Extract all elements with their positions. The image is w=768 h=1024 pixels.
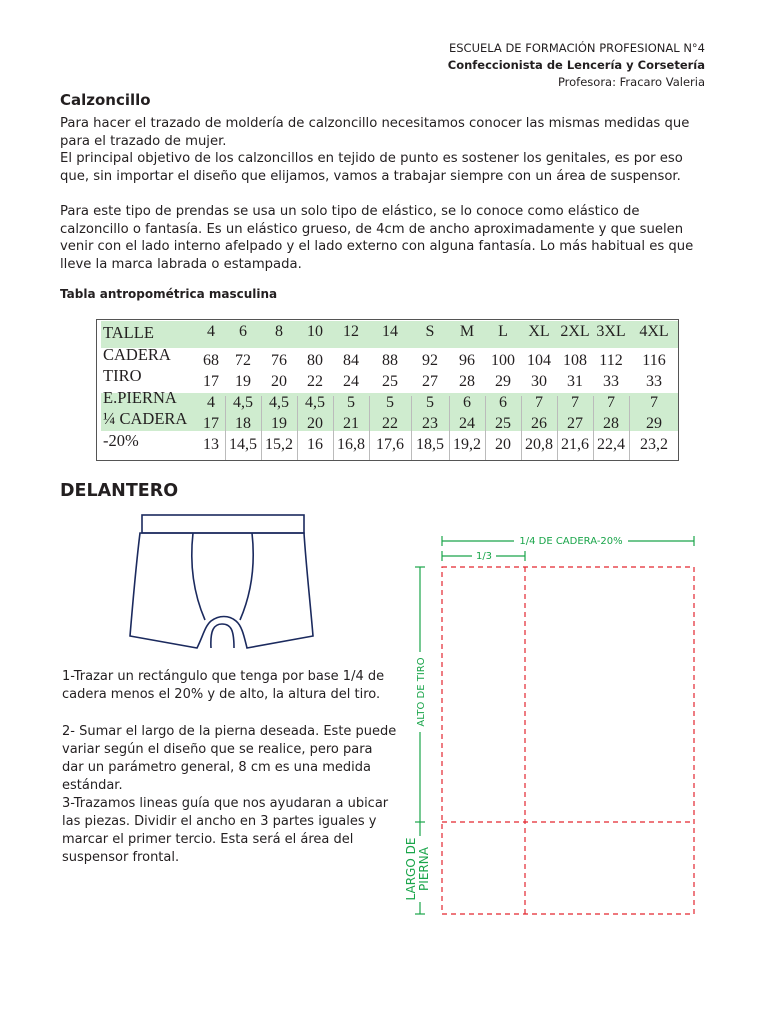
table-cell: 29 [495, 373, 511, 390]
table-cell: 27 [422, 373, 438, 390]
table-cell: 29 [646, 415, 662, 432]
table-cell: 112 [599, 352, 623, 369]
crotch-curve [211, 624, 234, 648]
pouch-seam-left [192, 533, 205, 620]
table-cell: 17 [203, 415, 219, 432]
course-name: Confeccionista de Lencería y Corsetería [447, 58, 705, 72]
table-cell: 6 [499, 394, 507, 411]
delantero-title: DELANTERO [60, 481, 179, 501]
table-label-pierna: E.PIERNA [103, 388, 177, 407]
table-cell: 7 [607, 394, 615, 411]
table-cell: 72 [235, 352, 251, 369]
teacher-name: Profesora: Fracaro Valeria [557, 75, 705, 89]
step-3: 3-Trazamos lineas guía que nos ayudaran a ubicar las piezas. Dividir el ancho en 3 partes iguales y marcar el primer tercio. Esta será el área del suspensor frontal. [62, 796, 389, 865]
table-cell: 96 [459, 352, 475, 369]
table-cell: 10 [307, 323, 323, 340]
table-cell: 104 [527, 352, 551, 369]
step-2: 2- Sumar el largo de la pierna deseada. Este puede variar según el diseño que se realice, pero para dar un parámetro general, 8 cm es una medida estándar. [62, 724, 397, 793]
table-cell: 31 [567, 373, 583, 390]
table-cell: 22 [307, 373, 323, 390]
waistband-shape [142, 515, 304, 533]
table-cell: 28 [603, 415, 619, 432]
table-cell: 4,5 [269, 394, 289, 411]
table-label-tiro: TIRO [103, 366, 142, 385]
table-cell: 21,6 [561, 436, 589, 453]
table-cell: 4XL [639, 323, 669, 340]
pattern-rectangle [442, 567, 694, 914]
third-dimension-label: 1/3 [475, 551, 493, 562]
table-cell: 20,8 [525, 436, 553, 453]
intro-paragraph-2: Para este tipo de prendas se usa un solo tipo de elástico, se lo conoce como elástico de calzoncillo o fantasía. Es un elástico grueso, de 4cm de ancho aproximadamente y que suelen venir con el lado interno afelpado y el lado externo con alguna fantasía. Lo más habitual es que lleve la marca labrada o estampada. [60, 204, 694, 272]
table-cell: 14 [382, 323, 398, 340]
table-label-cadera: CADERA [103, 345, 171, 364]
table-cell: 7 [650, 394, 658, 411]
school-name: ESCUELA DE FORMACIÓN PROFESIONAL N°4 [448, 41, 705, 55]
table-cell: 5 [386, 394, 394, 411]
table-cell: 24 [343, 373, 359, 390]
table-cell: 22 [382, 415, 398, 432]
pattern-outline [442, 567, 694, 914]
table-title: Tabla antropométrica masculina [60, 287, 278, 301]
table-cell: 4,5 [305, 394, 325, 411]
table-cell: 17 [203, 373, 219, 390]
intro-text-1b: El principal objetivo de los calzoncillos en tejido de punto es sostener los genitales, es por eso que, sin importar el diseño que elijamos, vamos a trabajar siempre con un área de suspensor. [60, 151, 683, 184]
table-cell: S [425, 323, 435, 340]
table-cell: 7 [535, 394, 543, 411]
table-cell: 30 [531, 373, 547, 390]
table-cell: 20 [307, 415, 323, 432]
table-cell: 16,8 [337, 436, 365, 453]
table-label-menos-20: -20% [103, 431, 139, 450]
table-label-talle: TALLE [103, 323, 154, 342]
table-cell: 6 [239, 323, 247, 340]
intro-text-1a: Para hacer el trazado de moldería de calzoncillo necesitamos conocer las mismas medidas que para el trazado de mujer. [60, 116, 690, 149]
table-cell: 5 [347, 394, 355, 411]
table-cell: 28 [459, 373, 475, 390]
table-cell: 2XL [560, 323, 590, 340]
table-cell: 5 [426, 394, 434, 411]
table-cell: 13 [203, 436, 219, 453]
table-cell: 6 [463, 394, 471, 411]
table-cell: 25 [495, 415, 511, 432]
table-cell: 8 [275, 323, 283, 340]
table-cell: 18,5 [416, 436, 444, 453]
table-cell: 22,4 [597, 436, 625, 453]
table-cell: 108 [563, 352, 587, 369]
table-cell: 19 [271, 415, 287, 432]
boxer-sketch [130, 515, 313, 648]
table-cell: 76 [271, 352, 287, 369]
table-cell: L [498, 323, 508, 340]
table-cell: 27 [567, 415, 583, 432]
rise-dimension-label: ALTO DE TIRO [416, 657, 427, 727]
table-cell: 14,5 [229, 436, 257, 453]
table-cell: 12 [343, 323, 359, 340]
table-cell: 68 [203, 352, 219, 369]
boxer-body [130, 533, 313, 648]
table-cell: 16 [307, 436, 323, 453]
table-cell: 24 [459, 415, 475, 432]
table-cell: 84 [343, 352, 359, 369]
table-cell: 7 [571, 394, 579, 411]
leg-dimension-label-2: PIERNA [417, 847, 431, 891]
step-1: 1-Trazar un rectángulo que tenga por base 1/4 de cadera menos el 20% y de alto, la altura del tiro. [62, 669, 385, 702]
top-dimension-label: 1/4 DE CADERA-20% [519, 536, 623, 547]
table-cell: M [459, 323, 475, 340]
table-cell: 26 [531, 415, 547, 432]
table-label-cuarto-cadera: ¼ CADERA [103, 409, 188, 428]
table-cell: 4 [207, 394, 215, 411]
table-cell: 20 [271, 373, 287, 390]
table-cell: 92 [422, 352, 438, 369]
table-cell: 88 [382, 352, 398, 369]
pouch-seam-right [240, 533, 253, 620]
table-cell: 19,2 [453, 436, 481, 453]
table-cell: 15,2 [265, 436, 293, 453]
table-cell: 116 [642, 352, 666, 369]
table-cell: 17,6 [376, 436, 404, 453]
table-cell: 20 [495, 436, 511, 453]
table-cell: 25 [382, 373, 398, 390]
table-cell: 23,2 [640, 436, 668, 453]
table-cell: 4 [207, 323, 215, 340]
table-cell: 100 [491, 352, 515, 369]
table-cell: 4,5 [233, 394, 253, 411]
table-cell: 23 [422, 415, 438, 432]
table-cell: 33 [646, 373, 662, 390]
table-cell: 21 [343, 415, 359, 432]
table-cell: 3XL [596, 323, 626, 340]
table-cell: 19 [235, 373, 251, 390]
table-cell: 33 [603, 373, 619, 390]
section-title: Calzoncillo [60, 91, 151, 109]
leg-dimension-label-1: LARGO DE [404, 837, 418, 901]
table-cell: 18 [235, 415, 251, 432]
table-cell: 80 [307, 352, 323, 369]
table-cell: XL [528, 323, 550, 340]
